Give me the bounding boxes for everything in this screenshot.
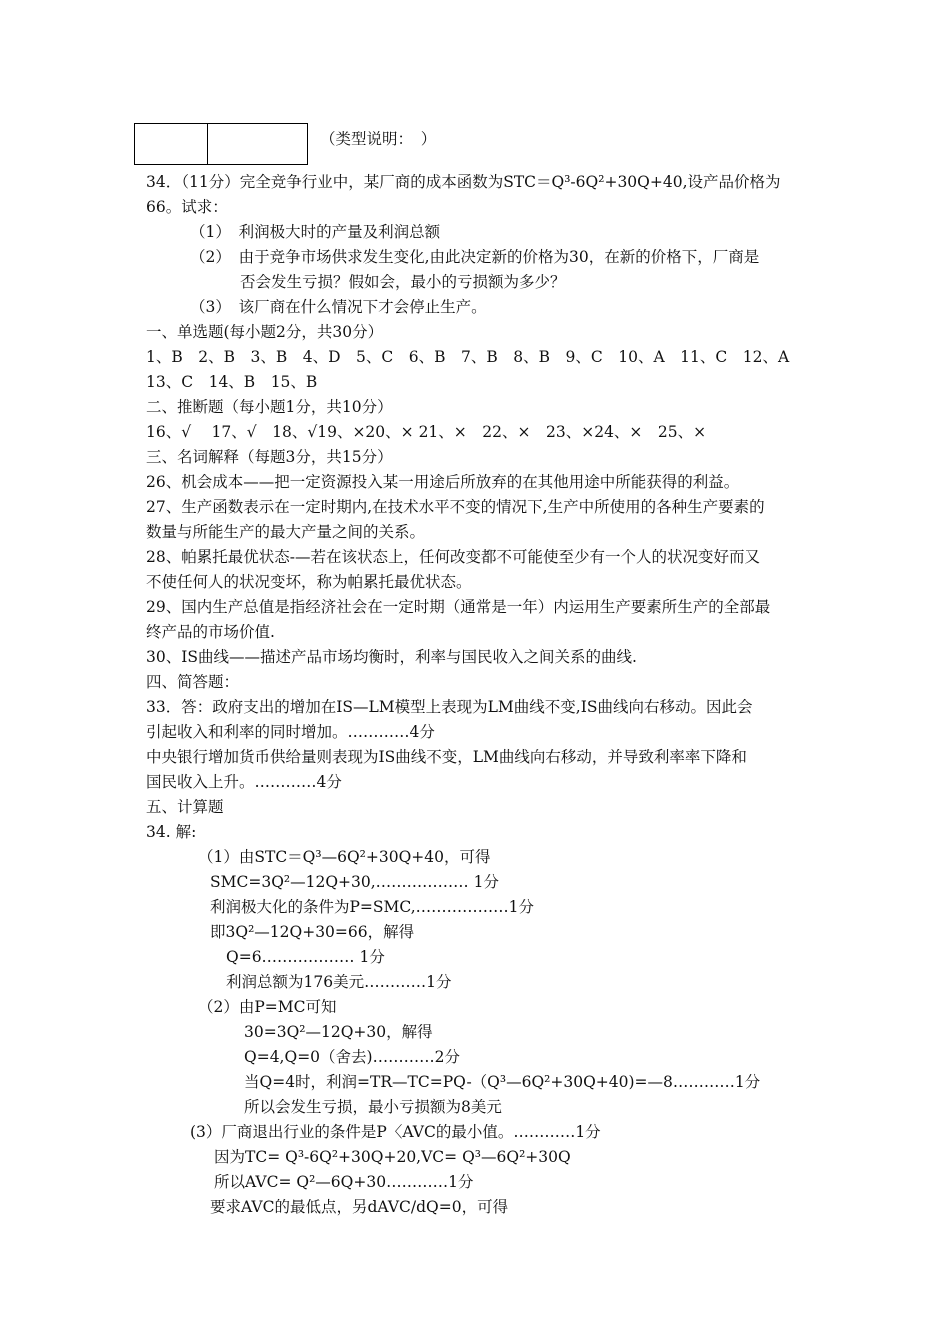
term-26: 26、机会成本——把一定资源投入某一用途后所放弃的在其他用途中所能获得的利益。 (146, 473, 740, 491)
score-cell-2 (208, 124, 307, 164)
term-28-line1: 28、帕累托最优状态-—若在该状态上，任何改变都不可能使至少有一个人的状况变好而又 (146, 548, 760, 566)
type-note: （类型说明： ） (320, 130, 437, 148)
term-27-line2: 数量与所能生产的最大产量之间的关系。 (146, 523, 426, 541)
section2-answers: 16、√ 17、√ 18、√19、×20、× 21、× 22、× 23、×24、× 25、× (146, 423, 707, 441)
calc-step-14: 所以AVC= Q²—6Q+30…………1分 (214, 1173, 474, 1191)
calc-step-3: 利润极大化的条件为P=SMC,………………1分 (210, 898, 535, 916)
section3-title: 三、名词解释（每题3分，共15分） (146, 448, 393, 466)
calc-34-heading: 34. 解: (146, 823, 197, 841)
term-28-line2: 不使任何人的状况变坏，称为帕累托最优状态。 (146, 573, 472, 591)
answer-33-line2: 引起收入和利率的同时增加。…………4分 (146, 723, 435, 741)
calc-step-13: 因为TC= Q³-6Q²+30Q+20,VC= Q³—6Q²+30Q (214, 1148, 571, 1166)
score-table (134, 123, 308, 165)
score-cell-1 (135, 124, 208, 164)
answer-33-line1: 33．答：政府支出的增加在IS—LM模型上表现为LM曲线不变,IS曲线向右移动。因此会 (146, 698, 753, 716)
calc-step-12: (3）厂商退出行业的条件是P〈AVC的最小值。…………1分 (190, 1123, 601, 1141)
answer-33-line4: 国民收入上升。…………4分 (146, 773, 342, 791)
calc-step-8: 30=3Q²—12Q+30，解得 (244, 1023, 433, 1041)
q34-stem-line2: 66。试求： (146, 198, 228, 216)
q34-sub2-line1: （2） 由于竞争市场供求发生变化,由此决定新的价格为30，在新的价格下，厂商是 (190, 248, 760, 266)
calc-step-10: 当Q=4时，利润=TR—TC=PQ-（Q³—6Q²+30Q+40)=—8…………1分 (244, 1073, 761, 1091)
q34-sub2-line2: 否会发生亏损？假如会，最小的亏损额为多少？ (240, 273, 566, 291)
calc-step-1: （1）由STC＝Q³—6Q²+30Q+40，可得 (198, 848, 491, 866)
section1-answers-row1: 1、B 2、B 3、B 4、D 5、C 6、B 7、B 8、B 9、C 10、A 11、C 12、A (146, 348, 790, 366)
q34-sub3: （3） 该厂商在什么情况下才会停止生产。 (190, 298, 487, 316)
calc-step-6: 利润总额为176美元…………1分 (226, 973, 452, 991)
calc-step-2: SMC=3Q²—12Q+30,……………… 1分 (210, 873, 499, 891)
term-29-line2: 终产品的市场价值. (146, 623, 275, 641)
calc-step-9: Q=4,Q=0（舍去)…………2分 (244, 1048, 460, 1066)
section4-title: 四、简答题： (146, 673, 240, 691)
term-27-line1: 27、生产函数表示在一定时期内,在技术水平不变的情况下,生产中所使用的各种生产要素的 (146, 498, 765, 516)
section1-title: 一、单选题(每小题2分，共30分） (146, 323, 384, 341)
calc-step-11: 所以会发生亏损，最小亏损额为8美元 (244, 1098, 502, 1116)
calc-step-7: （2）由P=MC可知 (198, 998, 337, 1016)
q34-sub1: （1） 利润极大时的产量及利润总额 (190, 223, 441, 241)
answer-33-line3: 中央银行增加货币供给量则表现为IS曲线不变，LM曲线向右移动，并导致利率率下降和 (146, 748, 747, 766)
calc-step-15: 要求AVC的最低点，另dAVC/dQ=0，可得 (210, 1198, 509, 1216)
q34-stem-line1: 34．（11分）完全竞争行业中，某厂商的成本函数为STC＝Q³-6Q²+30Q+40,设产品价格为 (146, 173, 781, 191)
section5-title: 五、计算题 (146, 798, 224, 816)
term-30: 30、IS曲线——描述产品市场均衡时，利率与国民收入之间关系的曲线. (146, 648, 637, 666)
calc-step-5: Q=6……………… 1分 (226, 948, 385, 966)
section2-title: 二、推断题（每小题1分，共10分） (146, 398, 393, 416)
term-29-line1: 29、国内生产总值是指经济社会在一定时期（通常是一年）内运用生产要素所生产的全部最 (146, 598, 771, 616)
section1-answers-row2: 13、C 14、B 15、B (146, 373, 318, 391)
calc-step-4: 即3Q²—12Q+30=66，解得 (210, 923, 415, 941)
